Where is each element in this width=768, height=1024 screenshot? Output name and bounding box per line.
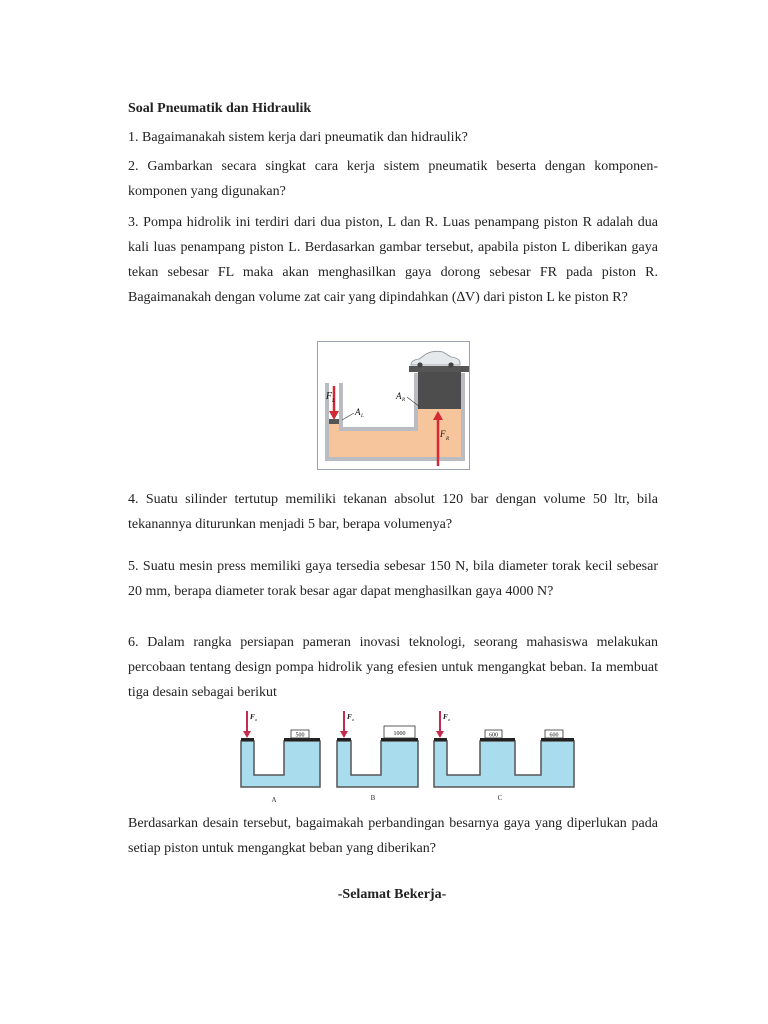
load-b-1: 1000 <box>393 731 406 737</box>
label-fl: F <box>325 391 332 402</box>
design-c <box>434 711 574 802</box>
label-ar: A <box>396 391 402 401</box>
right-piston <box>418 371 461 409</box>
question-2: 2. Gambarkan secara singkat cara kerja sistem pneumatik beserta dengan komponen-komponen yang digunakan? <box>128 159 658 199</box>
question-5: 5. Suatu mesin press memiliki gaya tersedia sebesar 150 N, bila diameter torak kecil sebesar 20 mm, berapa diameter torak besar agar dapat menghasilkan gaya 4000 N? <box>128 559 658 599</box>
platform <box>409 366 469 372</box>
force-a-sub: a <box>255 717 257 722</box>
pump-designs-figure <box>236 709 578 805</box>
label-al-sub: L <box>361 414 364 419</box>
design-b <box>337 711 418 802</box>
label-fr-sub: R <box>446 437 450 442</box>
caption-b: B <box>370 794 376 802</box>
force-b-sub: a <box>352 717 354 722</box>
hydraulic-pump-figure <box>317 341 470 470</box>
question-1: 1. Bagaimanakah sistem kerja dari pneumatik dan hidraulik? <box>128 130 468 145</box>
force-a-label: F <box>250 713 255 721</box>
load-c-2: 600 <box>549 732 559 739</box>
label-fl-sub: L <box>332 398 336 404</box>
question-6-followup: Berdasarkan desain tersebut, bagaimakah perbandingan besarnya gaya yang diperlukan pada setiap piston untuk mengangkat beban yang diberikan? <box>128 816 658 856</box>
question-3: 3. Pompa hidrolik ini terdiri dari dua piston, L dan R. Luas penampang piston R adalah dua kali luas penampang piston L. Berdasarkan gambar tersebut, apabila piston L diberikan gaya tekan sebesar FL maka akan menghasilkan gaya dorong sebesar FR pada piston R. Bagaimanakah dengan volume zat cair yang dipindahkan (∆V) dari piston L ke piston R? <box>128 215 658 305</box>
label-fr: F <box>440 429 446 439</box>
label-ar-sub: R <box>402 398 406 403</box>
load-a-1: 500 <box>295 732 305 739</box>
label-al: A <box>355 407 361 417</box>
document-title: Soal Pneumatik dan Hidraulik <box>128 101 312 116</box>
force-c-label: F <box>443 713 448 721</box>
load-c-1: 600 <box>489 732 498 739</box>
caption-a: A <box>271 796 277 804</box>
design-a <box>241 711 320 804</box>
closing-text: -Selamat Bekerja- <box>337 887 447 902</box>
question-4: 4. Suatu silinder tertutup memiliki tekanan absolut 120 bar dengan volume 50 ltr, bila tekanannya diturunkan menjadi 5 bar, berapa volumenya? <box>128 492 658 532</box>
force-b-label: F <box>347 713 352 721</box>
question-6: 6. Dalam rangka persiapan pameran inovasi teknologi, seorang mahasiswa melakukan percobaan tentang design pompa hidrolik yang efesien untuk mengangkat beban. Ia membuat tiga desain sebagai berikut <box>128 635 658 700</box>
caption-c: C <box>497 794 503 802</box>
force-c-sub: a <box>448 717 450 722</box>
